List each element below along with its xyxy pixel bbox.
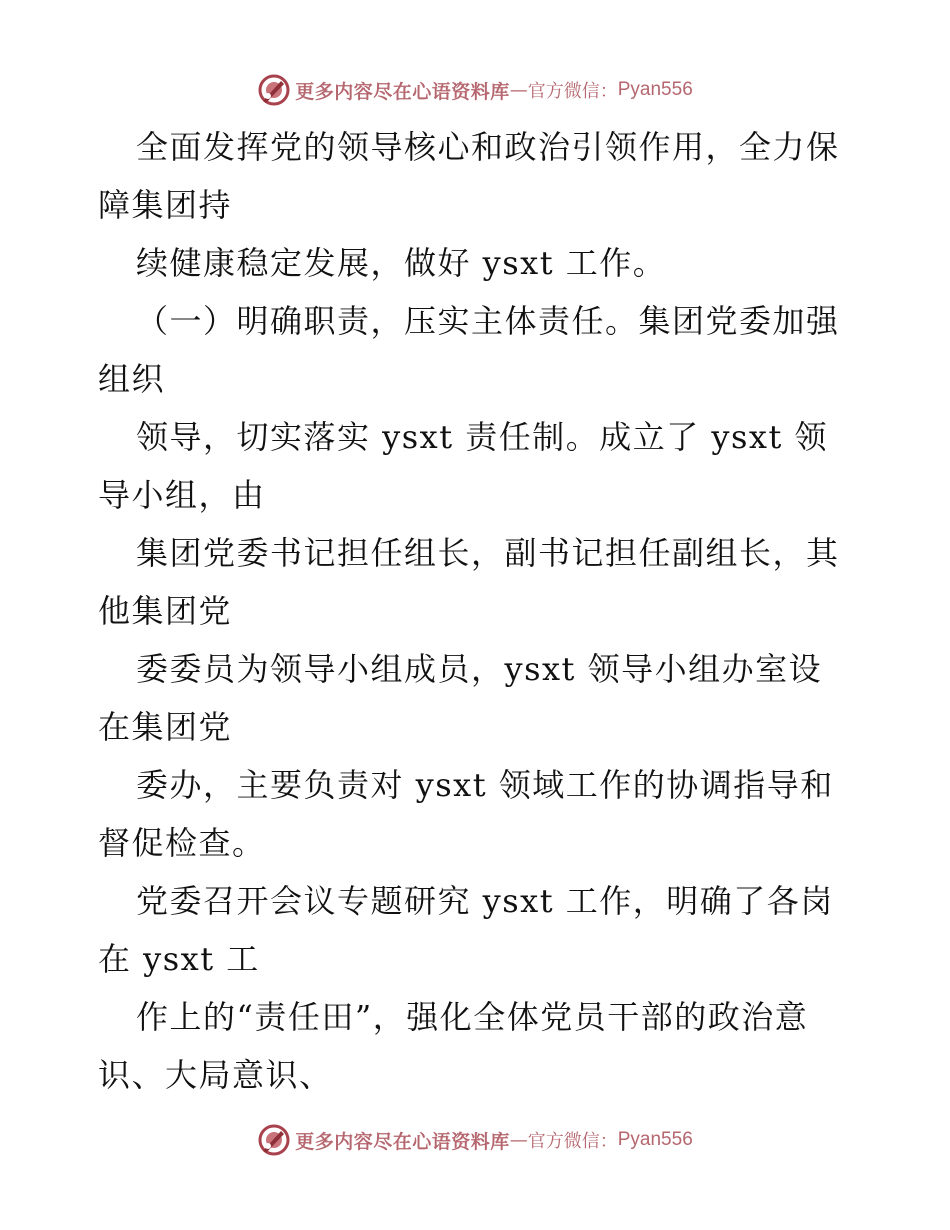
- header-wechat-label: 官方微信：: [527, 81, 618, 102]
- body-line: 委委员为领导小组成员，ysxt 领导小组办室设: [136, 650, 823, 688]
- body-line: 作上的“责任田”，强化全体党员干部的政治意: [136, 998, 809, 1036]
- body-line: 在集团党: [98, 708, 233, 746]
- header-banner: [0, 70, 950, 110]
- body-line: 委办，主要负责对 ysxt 领域工作的协调指导和: [136, 766, 834, 804]
- body-line: 续健康稳定发展，做好 ysxt 工作。: [136, 244, 667, 282]
- body-line: 在 ysxt 工: [98, 940, 260, 978]
- footer-banner: [0, 1120, 950, 1160]
- footer-wechat-id: Pyan556: [617, 1129, 693, 1150]
- brand-logo-icon: [257, 73, 291, 107]
- header-brand-text: 更多内容尽在心语资料库: [295, 80, 510, 103]
- brand-logo-icon: [257, 1123, 291, 1157]
- body-line: 全面发挥党的领导核心和政治引领作用，全力保: [136, 128, 840, 166]
- header-wechat-id: Pyan556: [617, 79, 693, 100]
- body-line: （一）明确职责，压实主体责任。集团党委加强: [136, 302, 840, 340]
- footer-separator: —: [509, 1129, 528, 1151]
- body-line: 组织: [98, 360, 166, 398]
- footer-brand-text: 更多内容尽在心语资料库: [295, 1130, 510, 1153]
- body-line: 领导，切实落实 ysxt 责任制。成立了 ysxt 领: [136, 418, 829, 456]
- body-line: 识、大局意识、: [98, 1056, 333, 1094]
- body-line: 督促检查。: [98, 824, 266, 862]
- header-separator: —: [509, 79, 528, 101]
- body-line: 党委召开会议专题研究 ysxt 工作，明确了各岗: [136, 882, 834, 920]
- body-line: 他集团党: [98, 592, 233, 630]
- body-line: 障集团持: [98, 186, 233, 224]
- body-line: 集团党委书记担任组长，副书记担任副组长，其: [136, 534, 840, 572]
- body-line: 导小组，由: [98, 476, 266, 514]
- footer-wechat-label: 官方微信：: [527, 1131, 618, 1152]
- document-body: [98, 118, 858, 1104]
